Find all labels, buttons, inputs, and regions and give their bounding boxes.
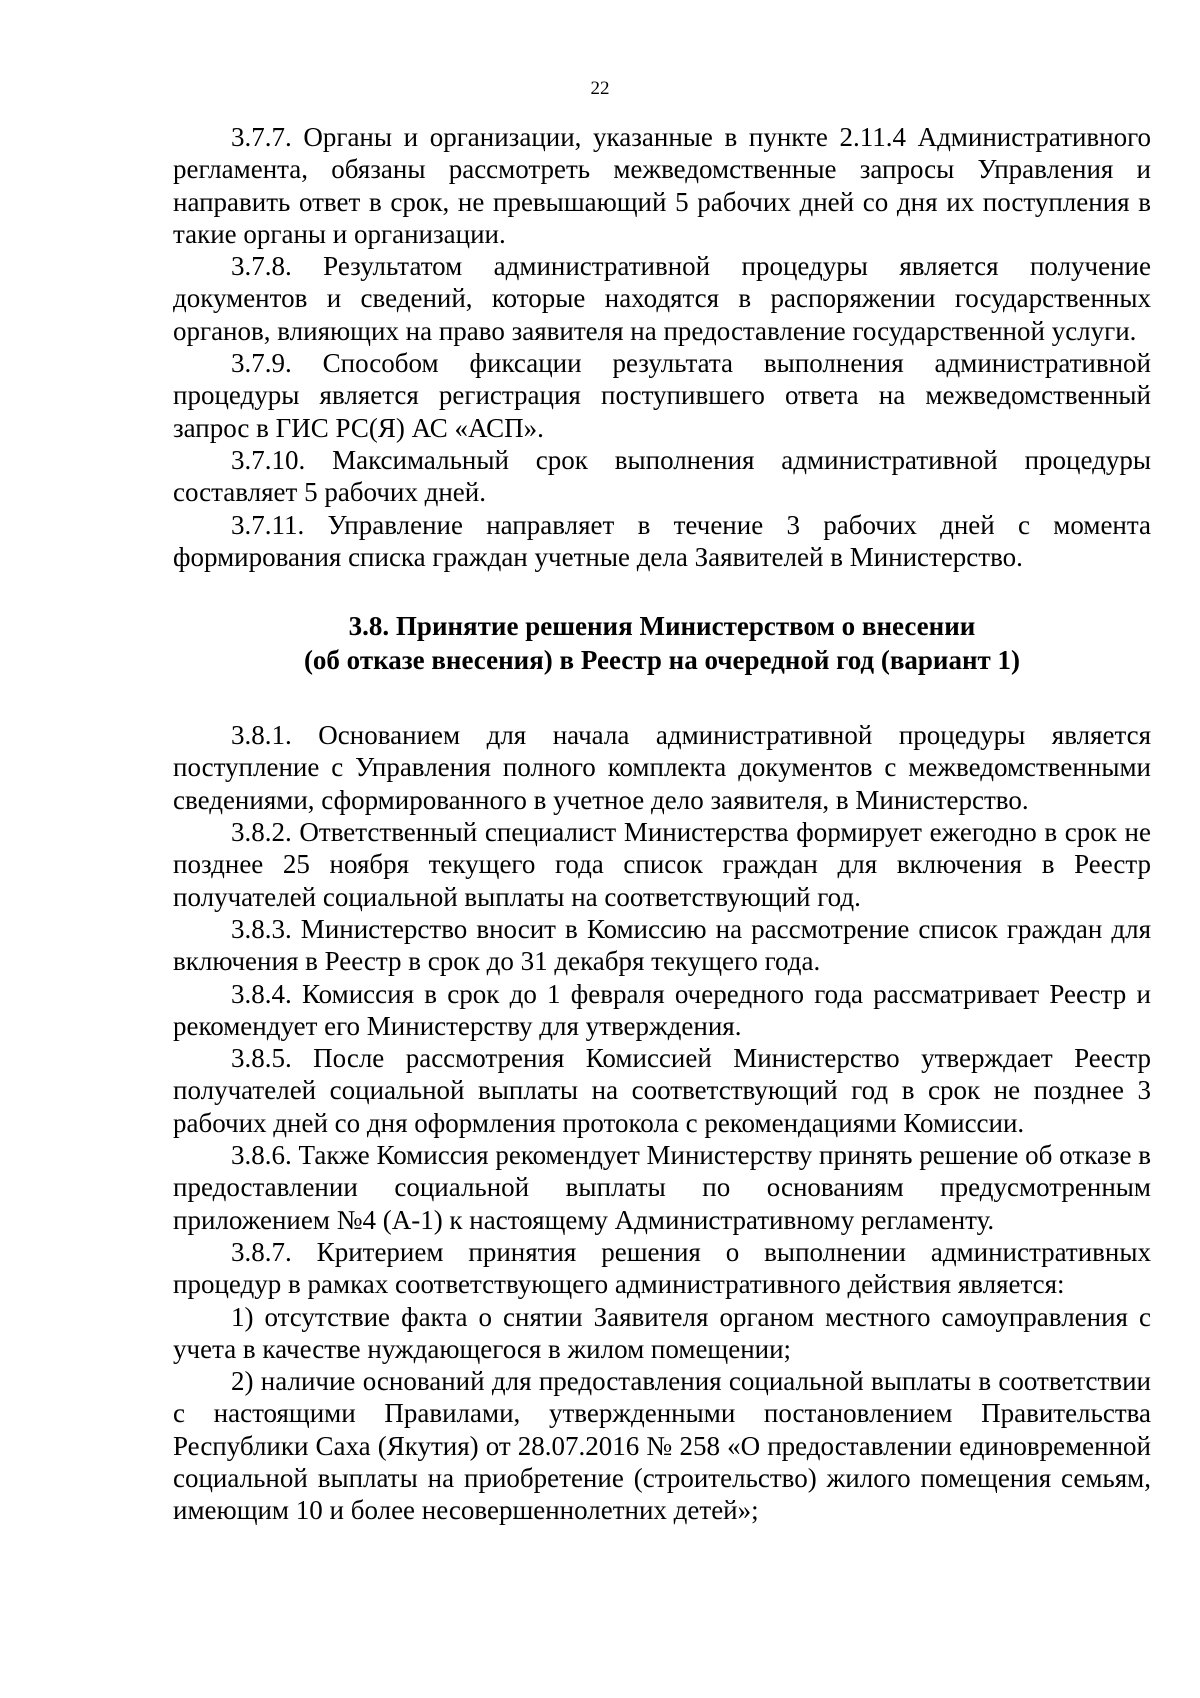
- document-body: [173, 121, 1151, 1527]
- paragraph-3-8-4: 3.8.4. Комиссия в срок до 1 февраля очередного года рассматривает Реестр и рекомендует его Министерству для утверждения.: [173, 978, 1151, 1041]
- paragraph-3-7-8: 3.7.8. Результатом административной процедуры является получение документов и сведений, которые находятся в распоряжении государственных органов, влияющих на право заявителя на предоставление государственной услуги.: [173, 251, 1151, 346]
- section-heading-3-8: [173, 609, 1151, 677]
- section-heading-line-1: 3.8. Принятие решения Министерством о внесении: [348, 611, 976, 642]
- paragraph-3-8-2: 3.8.2. Ответственный специалист Министерства формирует ежегодно в срок не позднее 25 ноября текущего года список граждан для включения в Реестр получателей социальной выплаты на соответствующий год.: [173, 817, 1151, 912]
- list-item-1: 1) отсутствие факта о снятии Заявителя органом местного самоуправления с учета в качестве нуждающегося в жилом помещении;: [173, 1301, 1151, 1364]
- list-item-2: 2) наличие оснований для предоставления социальной выплаты в соответствии с настоящими Правилами, утвержденными постановлением Правительства Республики Саха (Якутия) от 28.07.2016 № 258 «О предоставлении единовременной социальной выплаты на приобретение (строительство) жилого помещения семьям, имеющим 10 и более несовершеннолетних детей»;: [173, 1366, 1151, 1526]
- page-number: 22: [590, 78, 610, 99]
- paragraph-3-7-9: 3.7.9. Способом фиксации результата выполнения административной процедуры является регистрация поступившего ответа на межведомственный запрос в ГИС РС(Я) АС «АСП».: [173, 348, 1151, 443]
- paragraph-3-8-5: 3.8.5. После рассмотрения Комиссией Министерство утверждает Реестр получателей социальной выплаты на соответствующий год в срок не позднее 3 рабочих дней со дня оформления протокола с рекомендациями Комиссии.: [173, 1043, 1151, 1138]
- paragraph-3-7-7: 3.7.7. Органы и организации, указанные в пункте 2.11.4 Административного регламента, обязаны рассмотреть межведомственные запросы Управления и направить ответ в срок, не превышающий 5 рабочих дней со дня их поступления в такие органы и организации.: [173, 122, 1151, 249]
- paragraph-3-7-10: 3.7.10. Максимальный срок выполнения административной процедуры составляет 5 рабочих дней.: [173, 444, 1151, 508]
- paragraph-3-8-1: 3.8.1. Основанием для начала административной процедуры является поступление с Управления полного комплекта документов с межведомственными сведениями, сформированного в учетное дело заявителя, в Министерство.: [173, 720, 1151, 815]
- paragraph-3-8-3: 3.8.3. Министерство вносит в Комиссию на рассмотрение список граждан для включения в Реестр в срок до 31 декабря текущего года.: [173, 913, 1151, 977]
- paragraph-3-8-6: 3.8.6. Также Комиссия рекомендует Министерству принять решение об отказе в предоставлении социальной выплаты по основаниям предусмотренным приложением №4 (А-1) к настоящему Административному регламенту.: [173, 1140, 1151, 1235]
- paragraph-3-8-7: 3.8.7. Критерием принятия решения о выполнении административных процедур в рамках соответствующего административного действия является:: [173, 1236, 1151, 1300]
- paragraph-3-7-11: 3.7.11. Управление направляет в течение 3 рабочих дней с момента формирования списка граждан учетные дела Заявителей в Министерство.: [173, 509, 1151, 572]
- section-heading-line-2: (об отказе внесения) в Реестр на очередной год (вариант 1): [303, 645, 1021, 676]
